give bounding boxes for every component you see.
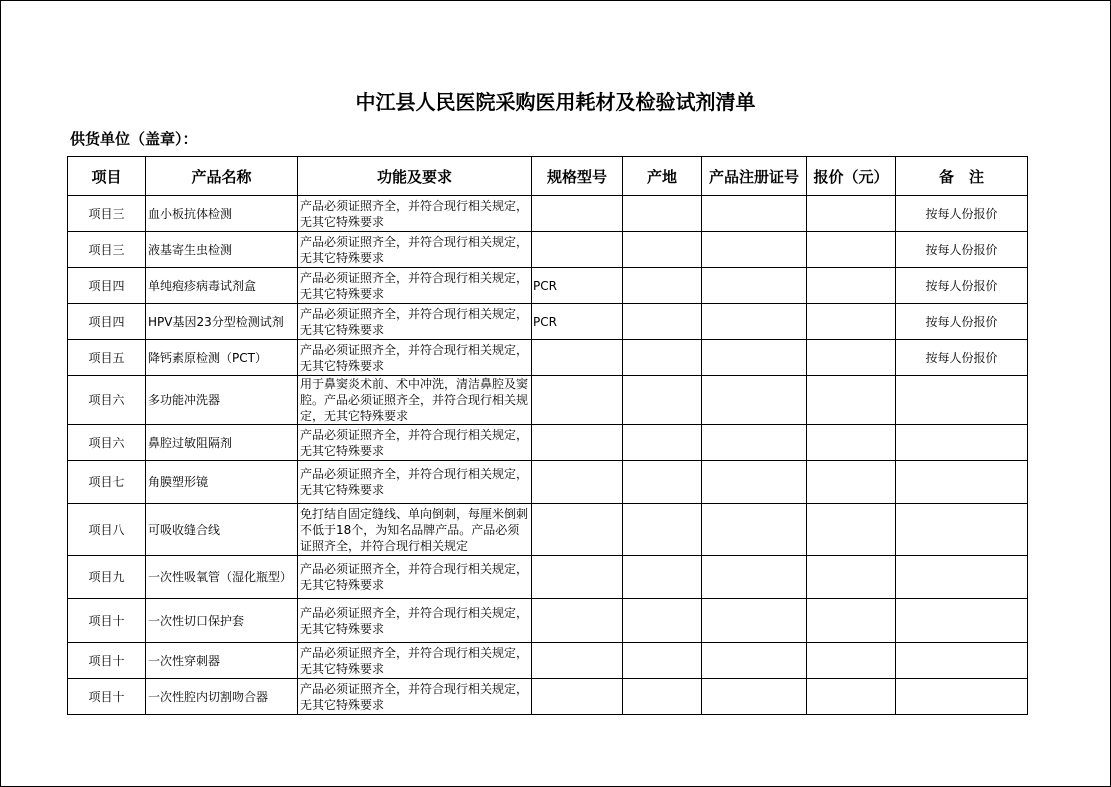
cell-origin (623, 643, 702, 679)
cell-note (896, 461, 1028, 504)
cell-note (896, 504, 1028, 556)
table-row (68, 679, 1028, 715)
cell-price (807, 268, 896, 304)
cell-spec (532, 556, 623, 599)
cell-requirement: 产品必须证照齐全，并符合现行相关规定，无其它特殊要求 (298, 556, 532, 599)
cell-requirement: 产品必须证照齐全，并符合现行相关规定，无其它特殊要求 (298, 679, 532, 715)
table-row (68, 268, 1028, 304)
cell-price (807, 556, 896, 599)
requirement-text: 免打结自固定缝线、单向倒刺，每厘米倒刺不低于18个，为知名品牌产品。产品必须证照齐全，并符合现行相关规定 (300, 506, 529, 553)
cell-note: 按每人份报价 (896, 340, 1028, 376)
cell-product-name: 单纯疱疹病毒试剂盒 (146, 268, 298, 304)
table-row (68, 196, 1028, 232)
cell-spec (532, 643, 623, 679)
cell-note: 按每人份报价 (896, 196, 1028, 232)
cell-spec (532, 232, 623, 268)
cell-registration (702, 425, 807, 461)
cell-spec (532, 599, 623, 643)
cell-item: 项目八 (68, 504, 146, 556)
supplier-label: 供货单位（盖章）： (70, 130, 198, 148)
cell-item: 项目十 (68, 643, 146, 679)
table-row (68, 643, 1028, 679)
cell-spec (532, 504, 623, 556)
cell-note: 按每人份报价 (896, 304, 1028, 340)
cell-product-name: 一次性吸氧管（湿化瓶型） (146, 556, 298, 599)
cell-note (896, 599, 1028, 643)
cell-product-name: 一次性切口保护套 (146, 599, 298, 643)
cell-requirement: 产品必须证照齐全，并符合现行相关规定，无其它特殊要求 (298, 461, 532, 504)
header-requirements: 功能及要求 (298, 157, 532, 196)
table-row (68, 376, 1028, 425)
cell-item: 项目十 (68, 679, 146, 715)
cell-price (807, 679, 896, 715)
header-price: 报价（元） (807, 157, 896, 196)
cell-spec (532, 461, 623, 504)
cell-requirement: 产品必须证照齐全，并符合现行相关规定，无其它特殊要求 (298, 232, 532, 268)
cell-registration (702, 556, 807, 599)
cell-spec (532, 376, 623, 425)
cell-requirement: 产品必须证照齐全，并符合现行相关规定，无其它特殊要求 (298, 340, 532, 376)
cell-origin (623, 679, 702, 715)
table-row (68, 304, 1028, 340)
cell-item: 项目七 (68, 461, 146, 504)
cell-registration (702, 196, 807, 232)
cell-spec (532, 340, 623, 376)
procurement-table (67, 156, 1028, 715)
cell-note: 按每人份报价 (896, 232, 1028, 268)
cell-requirement: 产品必须证照齐全，并符合现行相关规定，无其它特殊要求 (298, 643, 532, 679)
cell-registration (702, 504, 807, 556)
cell-spec (532, 425, 623, 461)
table-row (68, 504, 1028, 556)
cell-origin (623, 340, 702, 376)
header-product-name: 产品名称 (146, 157, 298, 196)
page-title: 中江县人民医院采购医用耗材及检验试剂清单 (355, 90, 756, 114)
cell-product-name: 一次性穿刺器 (146, 643, 298, 679)
cell-registration (702, 679, 807, 715)
cell-registration (702, 304, 807, 340)
cell-origin (623, 504, 702, 556)
cell-price (807, 643, 896, 679)
cell-item: 项目四 (68, 304, 146, 340)
header-registration: 产品注册证号 (702, 157, 807, 196)
table-row (68, 461, 1028, 504)
header-spec: 规格型号 (532, 157, 623, 196)
cell-spec: PCR (532, 268, 623, 304)
cell-origin (623, 196, 702, 232)
cell-item: 项目十 (68, 599, 146, 643)
cell-spec (532, 196, 623, 232)
cell-price (807, 304, 896, 340)
cell-requirement: 产品必须证照齐全，并符合现行相关规定，无其它特殊要求 (298, 425, 532, 461)
cell-product-name: HPV基因23分型检测试剂 (146, 304, 298, 340)
cell-price (807, 376, 896, 425)
cell-price (807, 196, 896, 232)
cell-price (807, 504, 896, 556)
cell-item: 项目四 (68, 268, 146, 304)
header-item: 项目 (68, 157, 146, 196)
cell-product-name: 鼻腔过敏阻隔剂 (146, 425, 298, 461)
cell-origin (623, 304, 702, 340)
cell-note (896, 556, 1028, 599)
cell-requirement: 产品必须证照齐全，并符合现行相关规定，无其它特殊要求 (298, 268, 532, 304)
cell-registration (702, 643, 807, 679)
table-row (68, 556, 1028, 599)
cell-registration (702, 599, 807, 643)
table-row (68, 232, 1028, 268)
table-row (68, 599, 1028, 643)
cell-requirement: 产品必须证照齐全，并符合现行相关规定，无其它特殊要求 (298, 196, 532, 232)
cell-origin (623, 425, 702, 461)
cell-price (807, 461, 896, 504)
cell-origin (623, 232, 702, 268)
cell-origin (623, 268, 702, 304)
cell-note (896, 679, 1028, 715)
cell-requirement (298, 504, 532, 556)
cell-item: 项目三 (68, 196, 146, 232)
cell-price (807, 425, 896, 461)
cell-product-name: 角膜塑形镜 (146, 461, 298, 504)
header-origin: 产地 (623, 157, 702, 196)
cell-product-name: 一次性腔内切割吻合器 (146, 679, 298, 715)
cell-origin (623, 556, 702, 599)
cell-note: 按每人份报价 (896, 268, 1028, 304)
cell-product-name: 可吸收缝合线 (146, 504, 298, 556)
cell-registration (702, 340, 807, 376)
cell-requirement: 产品必须证照齐全，并符合现行相关规定，无其它特殊要求 (298, 304, 532, 340)
header-note: 备 注 (896, 157, 1028, 196)
cell-origin (623, 599, 702, 643)
cell-item: 项目五 (68, 340, 146, 376)
cell-item: 项目三 (68, 232, 146, 268)
cell-price (807, 599, 896, 643)
cell-note (896, 425, 1028, 461)
cell-product-name: 降钙素原检测（PCT） (146, 340, 298, 376)
cell-product-name: 液基寄生虫检测 (146, 232, 298, 268)
cell-item: 项目九 (68, 556, 146, 599)
cell-origin (623, 376, 702, 425)
cell-registration (702, 461, 807, 504)
cell-spec: PCR (532, 304, 623, 340)
cell-price (807, 232, 896, 268)
table-row (68, 425, 1028, 461)
header-row (68, 157, 1028, 196)
cell-product-name: 血小板抗体检测 (146, 196, 298, 232)
cell-requirement: 用于鼻窦炎术前、术中冲洗，清洁鼻腔及窦腔。产品必须证照齐全，并符合现行相关规定，无其它特殊要求 (298, 376, 532, 425)
cell-origin (623, 461, 702, 504)
cell-item: 项目六 (68, 376, 146, 425)
cell-item: 项目六 (68, 425, 146, 461)
cell-note (896, 643, 1028, 679)
cell-registration (702, 376, 807, 425)
table-row (68, 340, 1028, 376)
cell-spec (532, 679, 623, 715)
cell-registration (702, 232, 807, 268)
cell-registration (702, 268, 807, 304)
cell-note (896, 376, 1028, 425)
cell-product-name: 多功能冲洗器 (146, 376, 298, 425)
cell-price (807, 340, 896, 376)
cell-requirement: 产品必须证照齐全，并符合现行相关规定，无其它特殊要求 (298, 599, 532, 643)
